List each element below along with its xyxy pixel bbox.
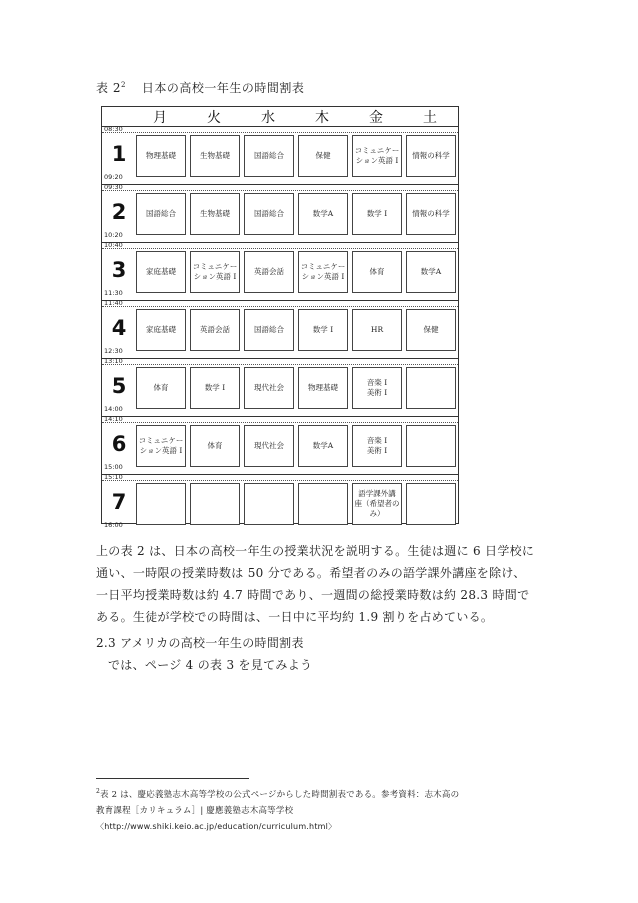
period-number: 5: [111, 374, 127, 398]
timetable-cell: 国語総合: [244, 135, 294, 177]
period-start-time: 13:10: [104, 357, 123, 365]
timetable-cell: コミュニケー ション英語 I: [190, 251, 240, 293]
period-start-time: 11:40: [104, 299, 123, 307]
timetable-cell: 音楽 I 美術 I: [352, 367, 402, 409]
period-start-time: 15:10: [104, 473, 123, 481]
period-start-time: 08:30: [104, 125, 123, 133]
timetable-cell: [136, 483, 186, 525]
timetable-cell: 数学 I: [298, 309, 348, 351]
caption-footnote-mark: 2: [120, 81, 126, 89]
period-end-time: 15:00: [104, 463, 123, 471]
body-paragraph: [96, 540, 546, 628]
timetable: [101, 106, 459, 529]
timetable-cell: コミュニケー ション英語 I: [136, 425, 186, 467]
row-divider-dotted: [102, 480, 458, 481]
day-header: 月: [153, 110, 167, 126]
period-number: 6: [111, 432, 127, 456]
timetable-cell: 情報の科学: [406, 135, 456, 177]
period-number: 3: [111, 258, 127, 282]
row-divider-dotted: [102, 190, 458, 191]
period-number: 7: [111, 490, 127, 514]
paragraph-line: ある。生徒が学校での時間は、一日中に平均約 1.9 割りを占めている。: [96, 610, 494, 624]
day-header: 火: [207, 110, 221, 126]
period-number: 1: [111, 142, 127, 166]
timetable-cell: [244, 483, 294, 525]
paragraph-line: 一日平均授業時数は約 4.7 時間であり、一週間の総授業時数は約 28.3 時間で: [96, 588, 530, 602]
timetable-cell: 音楽 I 美術 I: [352, 425, 402, 467]
timetable-cell: 体育: [136, 367, 186, 409]
timetable-cell: 保健: [298, 135, 348, 177]
timetable-cell: 英語会話: [190, 309, 240, 351]
timetable-cell: 数学A: [406, 251, 456, 293]
period-start-time: 10:40: [104, 241, 123, 249]
row-divider: [102, 358, 458, 359]
timetable-cell: 数学A: [298, 425, 348, 467]
section-block: [96, 632, 546, 676]
timetable-cell: 数学 I: [190, 367, 240, 409]
row-divider-dotted: [102, 422, 458, 423]
period-number: 4: [111, 316, 127, 340]
timetable-cell: HR: [352, 309, 402, 351]
footnote-line-2: 教育課程［カリキュラム］| 慶應義塾志木高等学校: [96, 805, 294, 816]
period-start-time: 14:10: [104, 415, 123, 423]
period-end-time: 16:00: [104, 521, 123, 529]
row-divider-dotted: [102, 248, 458, 249]
period-end-time: 14:00: [104, 405, 123, 413]
timetable-cell: 物理基礎: [136, 135, 186, 177]
timetable-cell: 英語会話: [244, 251, 294, 293]
timetable-cell: 物理基礎: [298, 367, 348, 409]
section-heading: 2.3 アメリカの高校一年生の時間割表: [96, 636, 304, 650]
timetable-cell: 情報の科学: [406, 193, 456, 235]
timetable-cell: 現代社会: [244, 367, 294, 409]
timetable-cell: 国語総合: [244, 309, 294, 351]
row-divider-dotted: [102, 132, 458, 133]
paragraph-line: 上の表 2 は、日本の高校一年生の授業状況を説明する。生徒は週に 6 日学校に: [96, 544, 535, 558]
day-header: 金: [369, 110, 383, 126]
row-divider: [102, 126, 458, 127]
row-divider: [102, 300, 458, 301]
row-divider: [102, 184, 458, 185]
timetable-cell: [190, 483, 240, 525]
row-divider: [102, 416, 458, 417]
timetable-cell: [406, 425, 456, 467]
timetable-cell: 家庭基礎: [136, 309, 186, 351]
footnote: [96, 784, 546, 835]
timetable-cell: 現代社会: [244, 425, 294, 467]
timetable-cell: [298, 483, 348, 525]
timetable-cell: [406, 367, 456, 409]
day-header: 土: [423, 110, 437, 126]
period-end-time: 12:30: [104, 347, 123, 355]
footnote-url: 〈http://www.shiki.keio.ac.jp/education/curriculum.html〉: [96, 821, 337, 831]
period-number: 2: [111, 200, 127, 224]
timetable-cell: 国語総合: [244, 193, 294, 235]
day-header: 水: [261, 110, 275, 126]
period-end-time: 10:20: [104, 231, 123, 239]
timetable-cell: 国語総合: [136, 193, 186, 235]
timetable-cell: 体育: [190, 425, 240, 467]
timetable-cell: 語学課外講 座（希望者の み）: [352, 483, 402, 525]
timetable-cell: コミュニケー ション英語 I: [298, 251, 348, 293]
timetable-cell: 数学 I: [352, 193, 402, 235]
period-end-time: 09:20: [104, 173, 123, 181]
timetable-cell: 体育: [352, 251, 402, 293]
paragraph-line: 通い、一時限の授業時数は 50 分である。希望者のみの語学課外講座を除け、: [96, 566, 526, 580]
section-text: では、ページ 4 の表 3 を見てみよう: [108, 658, 313, 672]
timetable-cell: [406, 483, 456, 525]
caption-title: 日本の高校一年生の時間割表: [141, 81, 305, 95]
row-divider-dotted: [102, 364, 458, 365]
timetable-cell: 数学A: [298, 193, 348, 235]
row-divider-dotted: [102, 306, 458, 307]
footnote-mark: 2: [96, 788, 101, 795]
row-divider: [102, 242, 458, 243]
timetable-cell: 生物基礎: [190, 135, 240, 177]
day-header: 木: [315, 110, 329, 126]
timetable-cell: 家庭基礎: [136, 251, 186, 293]
caption-label: 表 2: [96, 81, 121, 95]
period-start-time: 09:30: [104, 183, 123, 191]
row-divider: [102, 474, 458, 475]
timetable-cell: コミュニケー ション英語 I: [352, 135, 402, 177]
timetable-cell: 保健: [406, 309, 456, 351]
timetable-cell: 生物基礎: [190, 193, 240, 235]
footnote-separator: [96, 778, 249, 779]
period-end-time: 11:30: [104, 289, 123, 297]
footnote-line-1: 表 2 は、慶応義塾志木高等学校の公式ページからした時間割表である。参考資料：志木高の: [100, 789, 460, 800]
table-caption: [96, 79, 304, 96]
